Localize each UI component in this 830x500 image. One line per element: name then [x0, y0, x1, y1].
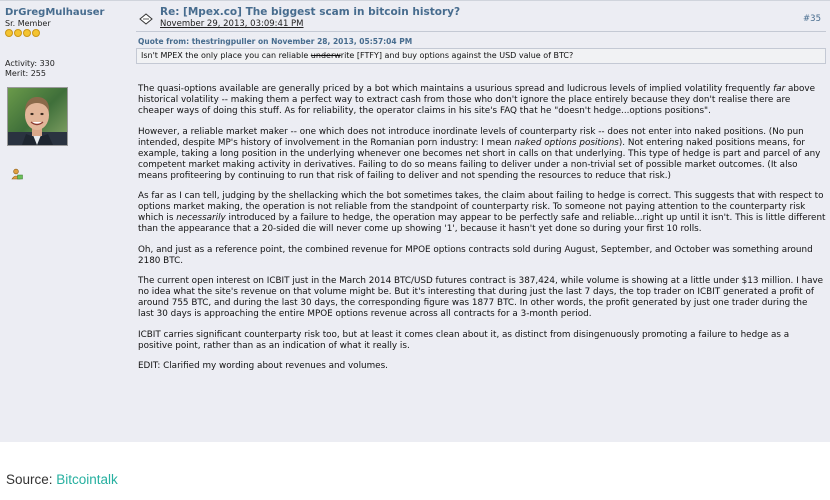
- paragraph: [136, 84, 826, 117]
- rank-stars: [5, 29, 125, 37]
- post-subject-link[interactable]: Re: [Mpex.co] The biggest scam in bitcoin history?: [160, 6, 461, 18]
- message-diamond-icon: [139, 10, 153, 29]
- poster-stats: [5, 59, 55, 79]
- quote-block: [136, 48, 826, 64]
- star-icon: [32, 29, 40, 37]
- quote-header-link[interactable]: Quote from: thestringpuller on November 28, 2013, 05:57:04 PM: [138, 37, 413, 46]
- source-link[interactable]: Bitcointalk: [56, 472, 118, 487]
- paragraph: EDIT: Clarified my wording about revenues and volumes.: [138, 361, 388, 371]
- quote-text: Isn't MPEX the only place you can reliable: [141, 51, 311, 60]
- quote-struck-text: underw: [310, 51, 341, 60]
- paragraph: Oh, and just as a reference point, the combined revenue for MPOE options contracts sold during August, September, and October was something around 2180 BTC.: [138, 244, 813, 266]
- paragraph: ICBIT carries significant counterparty risk too, but at least it comes clean about it, as distinct from disingenuously promoting a failure to hedge as a positive point, rather than as an indication of what it really is.: [138, 329, 790, 351]
- star-icon: [5, 29, 13, 37]
- activity-count: Activity: 330: [5, 59, 55, 68]
- avatar: [7, 87, 68, 146]
- paragraph-text: above historical volatility -- making them a perfect way to extract cash from those who don't ignore the place entirely because they don't realise there are cheaper ways of doing this stuff. As for reliability, the operator claims in his site's FAQ that he "doesn't hedge...options positions".: [138, 84, 816, 116]
- post-number-link[interactable]: #35: [803, 14, 821, 24]
- post-header: [136, 1, 826, 32]
- paragraph-text: The quasi-options available are generally priced by a bot which maintains a usurious spread and ludicrous levels of implied volatility frequently: [138, 84, 774, 94]
- paragraph-text: However, a reliable market maker -- one which does not introduce inordinate levels of counterparty risk -- does not enter into naked positions. (No pun intended, despite MP's history of involvement in the Romanian porn industry: I mean: [138, 126, 804, 148]
- paragraph-text: introduced by a failure to hedge, the operation may appear to be perfectly safe and reliable...right up until it isn't. This is little different than the appearance that a 20-sided die will never come up showing '1', because it hasn't yet done so during your first 10 rolls.: [138, 213, 826, 234]
- avatar-image: [8, 88, 67, 145]
- star-icon: [14, 29, 22, 37]
- paragraph-text: As far as I can tell, judging by the shellacking which the bot sometimes takes, the claim about failing to hedge is correct. This suggests that with respect to options market making, the operation is not reliable from the standpoint of counterparty risk. To someone not paying attention to the counterparty risk which is: [138, 191, 824, 223]
- emphasis-text: necessarily: [176, 213, 226, 223]
- emphasis-text: naked options positions: [514, 137, 619, 148]
- paragraph: The current open interest on ICBIT just in the March 2014 BTC/USD futures contract is 387,424, while volume is showing at a little under $13 million. I have no idea what the site's revenue on that volume might be. But it's interesting that during just the last 7 days, the top trader on ICBIT generated a profit of around 755 BTC, and during the last 30 days, the corresponding figure was 1877 BTC. In other words, the profit generated by just one trader during the last 30 days is approaching the entire MPOE options revenue across all contracts for a 3-month period.: [138, 276, 824, 319]
- personal-message-icon[interactable]: [11, 165, 23, 184]
- poster-username[interactable]: DrGregMulhauser: [5, 7, 105, 18]
- source-caption: [6, 472, 118, 487]
- paragraph-text: ). Not entering naked positions means, for example, taking a long position in the underlying whenever one becomes net short in calls on that underlying. This type of hedge is part and parcel of any competent market making activity in derivatives. Failing to do so means failing to deliver under a non-trivial set of possible market outcomes. (It also means profiteering by continuing to run that risk of failing to deliver and not spending the resources to reduce that risk.): [138, 137, 821, 181]
- star-icon: [23, 29, 31, 37]
- post-date: November 29, 2013, 03:09:41 PM: [160, 19, 304, 29]
- poster-rank: Sr. Member: [5, 19, 51, 28]
- post-content: [136, 1, 826, 382]
- post-body: [136, 84, 826, 372]
- emphasis-text: far: [773, 84, 786, 94]
- merit-count: Merit: 255: [5, 69, 46, 78]
- paragraph: [136, 127, 826, 182]
- poster-info: [5, 7, 125, 37]
- source-label: Source:: [6, 472, 57, 487]
- quote-text-end: rite [FTFY] and buy options against the USD value of BTC?: [340, 51, 574, 60]
- paragraph: [136, 191, 826, 235]
